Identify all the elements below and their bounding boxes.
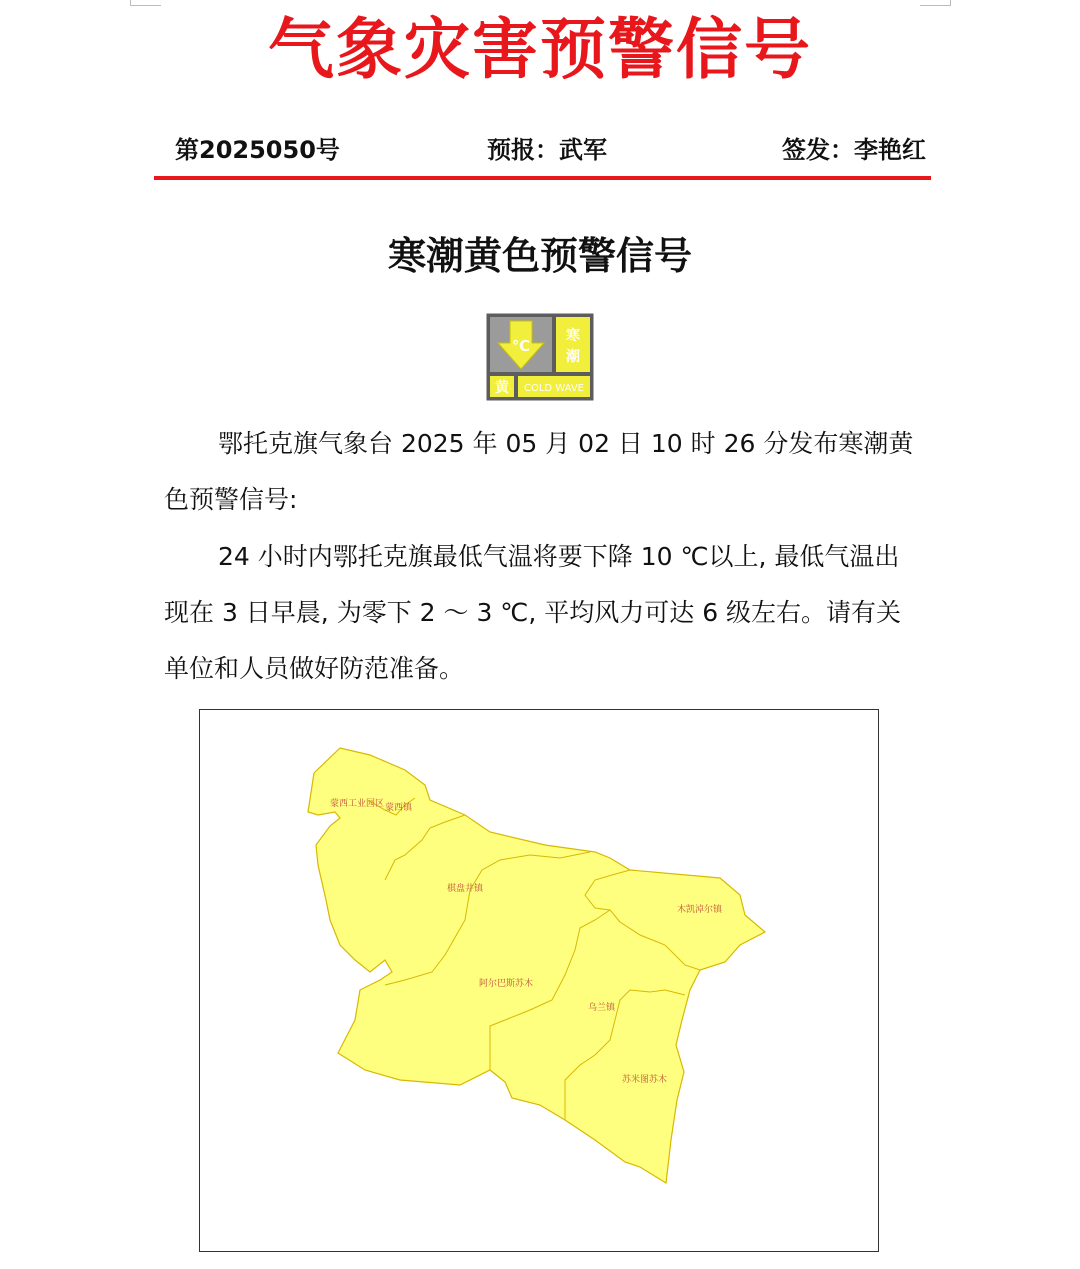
- badge-char-1: 寒: [566, 328, 580, 344]
- issuer: 签发：李艳红: [782, 136, 926, 164]
- cold-wave-yellow-badge-icon: [486, 313, 594, 401]
- badge-char-2: 潮: [566, 349, 580, 365]
- region-label: 蒙西工业园区: [330, 799, 385, 809]
- masthead-title: 气象灾害预警信号: [268, 11, 812, 88]
- badge-english-label: COLD WAVE: [523, 383, 585, 394]
- region-label: 棋盘井镇: [447, 884, 484, 894]
- header-rule: [154, 176, 931, 180]
- region-label: 木凯淖尔镇: [677, 905, 723, 915]
- announcement-text: 鄂托克旗气象台 2025 年 05 月 02 日 10 时 26 分发布寒潮黄色预警信号:: [164, 429, 914, 514]
- announcement-paragraph: [164, 416, 916, 528]
- page-corner-mark-left: [130, 0, 161, 6]
- page-corner-mark-right: [920, 0, 951, 6]
- details-text: 24 小时内鄂托克旗最低气温将要下降 10 ℃以上, 最低气温出现在 3 日早晨, 为零下 2 ～ 3 ℃, 平均风力可达 6 级左右。请有关单位和人员做好防范准备。: [164, 542, 902, 683]
- region-label: 蒙西镇: [385, 803, 413, 813]
- warning-area-map: [199, 709, 879, 1252]
- document-number: 第2025050号: [175, 136, 340, 164]
- details-paragraph: [164, 529, 916, 697]
- region-label: 阿尔巴斯苏木: [479, 979, 534, 989]
- badge-color-char: 黄: [495, 380, 509, 396]
- region-label: 乌兰镇: [588, 1003, 616, 1013]
- region-boundaries: [308, 748, 765, 1183]
- warning-title: 寒潮黄色预警信号: [387, 234, 692, 278]
- map-svg: [200, 710, 878, 1251]
- forecaster: 预报：武军: [487, 136, 607, 164]
- county-outline: [308, 748, 765, 1183]
- region-label: 苏米图苏木: [622, 1075, 668, 1085]
- badge-temp-symbol: ℃: [511, 337, 531, 355]
